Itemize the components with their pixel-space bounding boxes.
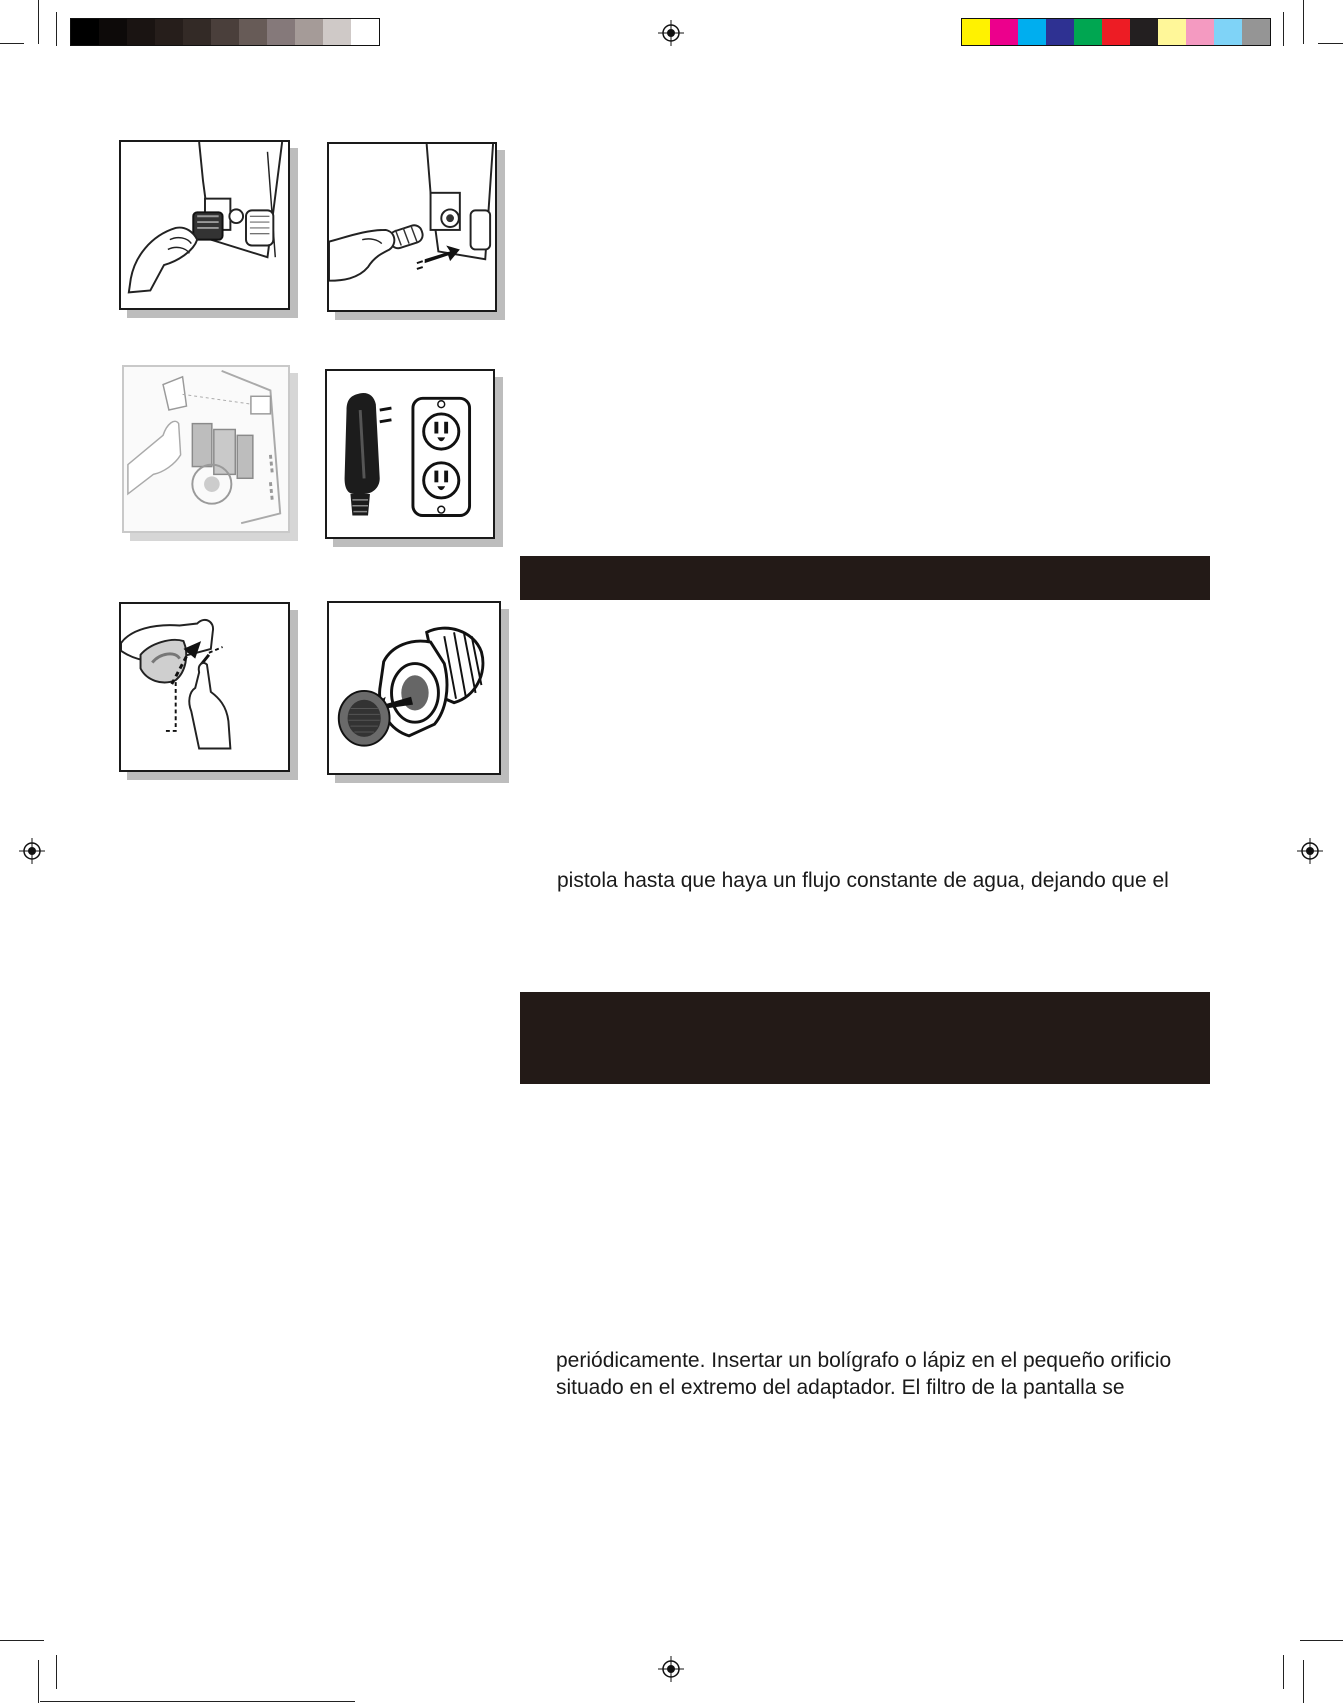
crop-mark-icon (1318, 43, 1343, 44)
body-text-line: situado en el extremo del adaptador. El filtro de la pantalla se (556, 1376, 1125, 1399)
color-swatch (351, 19, 379, 45)
color-calibration-strip (961, 18, 1271, 46)
grayscale-calibration-strip (70, 18, 380, 46)
crop-mark-icon (1283, 12, 1284, 46)
figure-plug-outlet (325, 369, 495, 539)
crop-mark-icon (38, 1660, 39, 1703)
color-swatch (211, 19, 239, 45)
color-swatch (1102, 19, 1130, 45)
section-heading-bar (520, 556, 1210, 600)
color-swatch (990, 19, 1018, 45)
registration-mark-icon (658, 20, 684, 46)
color-swatch (962, 19, 990, 45)
color-swatch (71, 19, 99, 45)
color-swatch (127, 19, 155, 45)
color-swatch (295, 19, 323, 45)
color-swatch (1018, 19, 1046, 45)
registration-mark-icon (19, 838, 45, 864)
color-swatch (1130, 19, 1158, 45)
color-swatch (183, 19, 211, 45)
color-swatch (99, 19, 127, 45)
body-text-line: pistola hasta que haya un flujo constante de agua, dejando que el (557, 869, 1169, 892)
crop-mark-icon (1283, 1655, 1284, 1689)
crop-mark-icon (40, 1701, 355, 1702)
crop-mark-icon (0, 1640, 44, 1641)
crop-mark-icon (56, 1655, 57, 1689)
color-swatch (1242, 19, 1270, 45)
figure-connect-hose (327, 142, 497, 312)
crop-mark-icon (1300, 1640, 1343, 1641)
crop-mark-icon (38, 0, 39, 44)
color-swatch (1214, 19, 1242, 45)
figure-power-switch (122, 365, 290, 533)
color-swatch (1186, 19, 1214, 45)
color-swatch (1046, 19, 1074, 45)
figure-filter-screen (327, 601, 501, 775)
color-swatch (155, 19, 183, 45)
crop-mark-icon (56, 12, 57, 46)
color-swatch (267, 19, 295, 45)
figure-trigger-lock (119, 602, 290, 772)
registration-mark-icon (1297, 838, 1323, 864)
color-swatch (1158, 19, 1186, 45)
section-heading-bar (520, 992, 1210, 1084)
color-swatch (1074, 19, 1102, 45)
crop-mark-icon (1303, 1660, 1304, 1703)
figure-attach-adapter (119, 140, 290, 310)
crop-mark-icon (1303, 0, 1304, 44)
registration-mark-icon (658, 1656, 684, 1682)
crop-mark-icon (0, 43, 24, 44)
color-swatch (239, 19, 267, 45)
body-text-line: periódicamente. Insertar un bolígrafo o lápiz en el pequeño orificio (556, 1349, 1172, 1372)
color-swatch (323, 19, 351, 45)
